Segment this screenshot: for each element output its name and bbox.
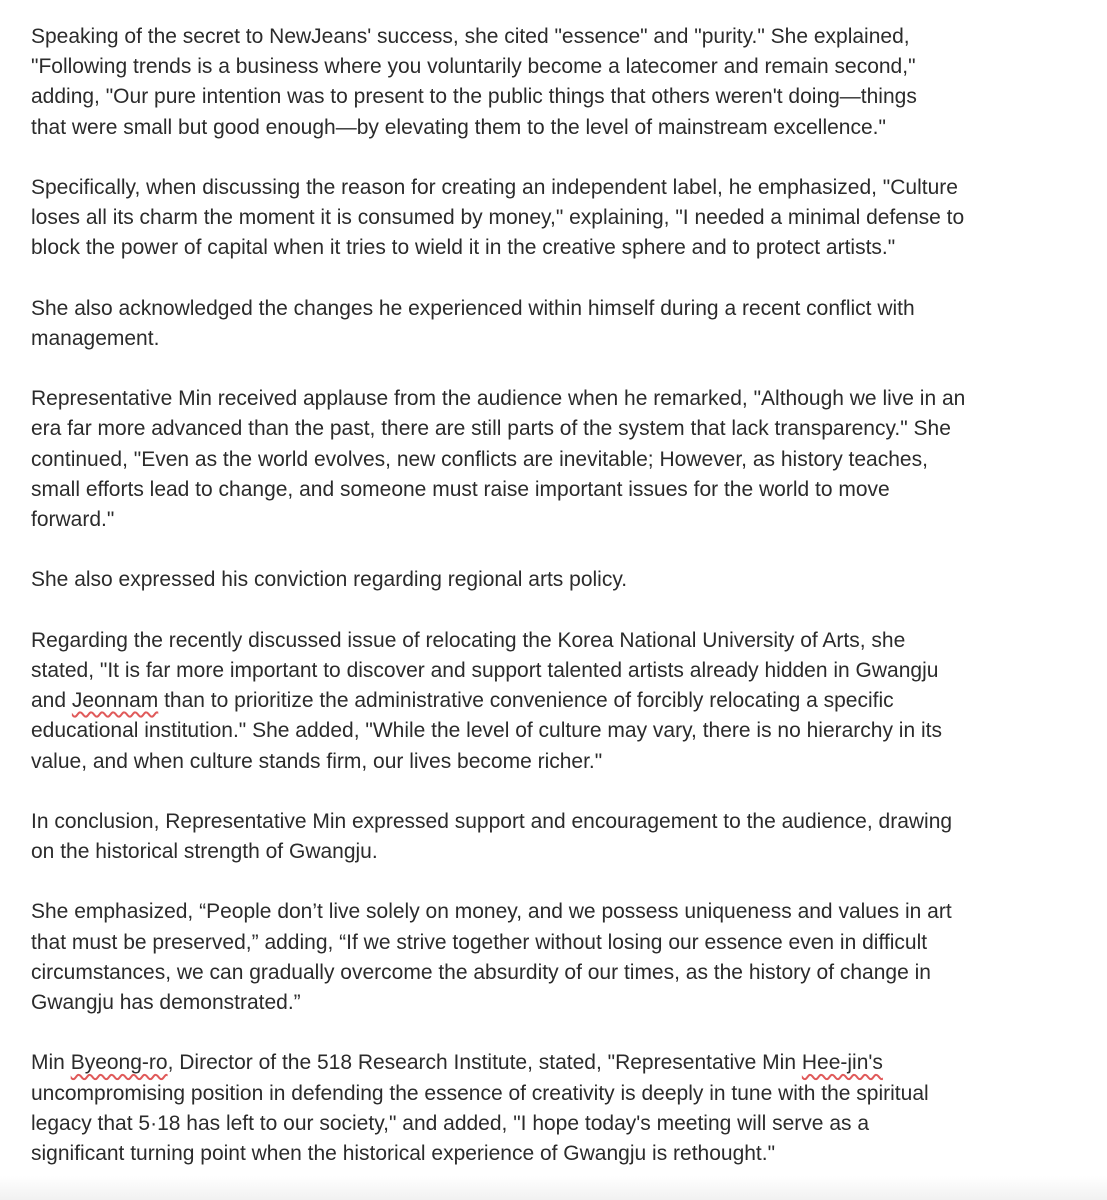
text-line: [31, 837, 1107, 867]
text-run: than to prioritize the administrative convenience of forcibly relocating a specific: [158, 689, 894, 713]
paragraph: [31, 1048, 1107, 1169]
text-line: [31, 1079, 1107, 1109]
text-run: Min: [31, 1051, 71, 1075]
paragraph: [31, 807, 1107, 867]
text-line: [31, 113, 1107, 143]
text-run: Regarding the recently discussed issue of relocating the Korea National University of Arts, she: [31, 628, 906, 652]
text-run: small efforts lead to change, and someone must raise important issues for the world to move: [31, 477, 890, 501]
text-line: [31, 233, 1107, 263]
document-body: [31, 22, 1107, 1199]
text-run: loses all its charm the moment it is consumed by money," explaining, "I needed a minimal defense to: [31, 206, 965, 230]
text-run: block the power of capital when it tries to wield it in the creative sphere and to protect artists.": [31, 236, 896, 260]
text-run: that were small but good enough—by elevating them to the level of mainstream excellence.": [31, 115, 886, 139]
text-run: management.: [31, 326, 160, 350]
window-bottom-edge: [0, 1176, 1107, 1200]
text-line: [31, 173, 1107, 203]
text-line: [31, 445, 1107, 475]
paragraph: [31, 22, 1107, 143]
paragraph: [31, 173, 1107, 264]
text-run: , Director of the 518 Research Institute, stated, "Representative Min: [167, 1051, 802, 1075]
text-run: "Following trends is a business where you voluntarily become a latecomer and remain second,": [31, 55, 916, 79]
text-run: Representative Min received applause from the audience when he remarked, "Although we live in an: [31, 387, 966, 411]
text-line: [31, 414, 1107, 444]
text-run: on the historical strength of Gwangju.: [31, 840, 378, 864]
text-line: [31, 626, 1107, 656]
text-run: legacy that 5·18 has left to our society," and added, "I hope today's meeting will serve as a: [31, 1111, 870, 1135]
spellcheck-flagged-word[interactable]: Jeonnam: [71, 689, 159, 713]
text-run: that must be preserved,” adding, “If we strive together without losing our essence even in difficult: [31, 930, 928, 954]
paragraph: [31, 626, 1107, 777]
text-line: [31, 22, 1107, 52]
text-line: [31, 505, 1107, 535]
text-line: [31, 1139, 1107, 1169]
text-line: [31, 988, 1107, 1018]
spellcheck-flagged-word[interactable]: Byeong-ro: [70, 1051, 168, 1075]
text-run: stated, "It is far more important to discover and support talented artists already hidden in Gwangju: [31, 658, 939, 682]
text-run: uncompromising position in defending the essence of creativity is deeply in tune with the spiritual: [31, 1081, 929, 1105]
spellcheck-flagged-word[interactable]: Hee-jin's: [801, 1051, 883, 1075]
text-run: Gwangju has demonstrated.”: [31, 991, 301, 1014]
text-line: [31, 475, 1107, 505]
text-run: Specifically, when discussing the reason for creating an independent label, he emphasized, "Culture: [31, 175, 958, 199]
text-line: [31, 1048, 1107, 1078]
text-line: [31, 747, 1107, 777]
text-run: significant turning point when the historical experience of Gwangju is rethought.": [31, 1141, 776, 1165]
text-run: value, and when culture stands firm, our lives become richer.": [31, 749, 603, 773]
text-run: and: [31, 689, 72, 713]
text-run: circumstances, we can gradually overcome the absurdity of our times, as the history of change in: [31, 960, 931, 984]
text-run: She also expressed his conviction regarding regional arts policy.: [31, 568, 628, 592]
text-line: [31, 565, 1107, 595]
text-line: [31, 716, 1107, 746]
text-run: She also acknowledged the changes he experienced within himself during a recent conflict with: [31, 296, 915, 320]
text-line: [31, 324, 1107, 354]
text-line: [31, 82, 1107, 112]
text-run: educational institution." She added, "While the level of culture may vary, there is no hierarchy in its: [31, 719, 942, 743]
text-run: adding, "Our pure intention was to present to the public things that others weren't doing—things: [31, 85, 917, 109]
text-line: [31, 384, 1107, 414]
text-line: [31, 928, 1107, 958]
text-line: [31, 807, 1107, 837]
text-run: In conclusion, Representative Min expressed support and encouragement to the audience, drawing: [31, 809, 953, 833]
paragraph: [31, 294, 1107, 354]
text-line: [31, 686, 1107, 716]
text-line: [31, 897, 1107, 927]
text-line: [31, 656, 1107, 686]
text-run: forward.": [31, 508, 115, 531]
paragraph: [31, 384, 1107, 535]
text-line: [31, 294, 1107, 324]
text-run: Speaking of the secret to NewJeans' success, she cited "essence" and "purity." She explained,: [31, 25, 910, 48]
paragraph: [31, 565, 1107, 595]
text-run: She emphasized, “People don’t live solely on money, and we possess uniqueness and values in art: [31, 900, 952, 924]
text-run: continued, "Even as the world evolves, new conflicts are inevitable; However, as history teaches,: [31, 447, 928, 471]
text-line: [31, 52, 1107, 82]
paragraph: [31, 897, 1107, 1018]
text-run: era far more advanced than the past, there are still parts of the system that lack transparency." She: [31, 417, 951, 441]
text-line: [31, 1109, 1107, 1139]
text-line: [31, 958, 1107, 988]
text-line: [31, 203, 1107, 233]
